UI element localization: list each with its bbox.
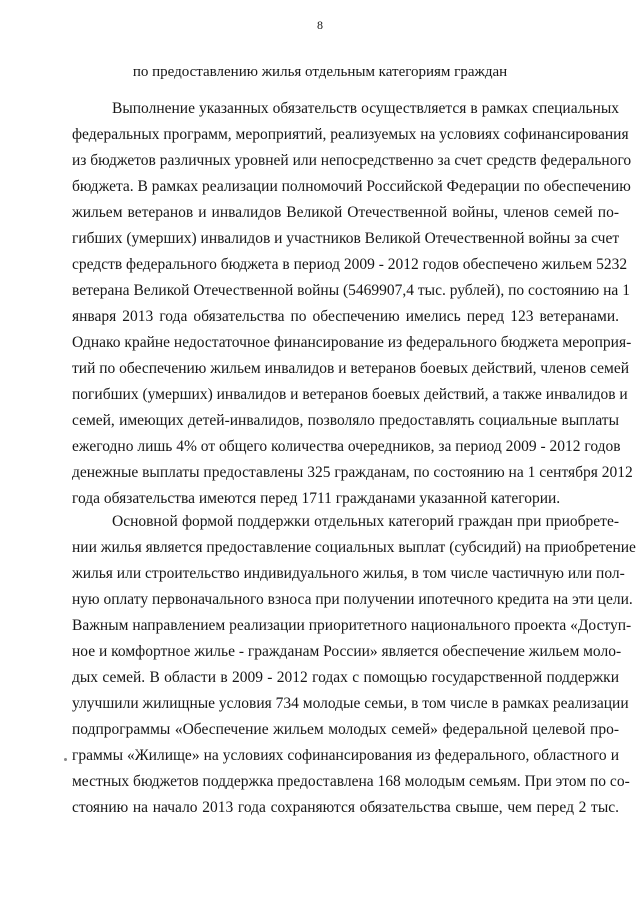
paragraph-line: Однако крайне недостаточное финансирование из федерального бюджета мероприя- [72, 334, 632, 351]
paragraph-line: местных бюджетов поддержка предоставлена 168 молодым семьям. При этом по со- [72, 773, 630, 790]
paragraph-line: денежные выплаты предоставлены 325 гражданам, по состоянию на 1 сентября 2012 [72, 464, 633, 481]
paragraph-line: года обязательства имеются перед 1711 гражданами указанной категории. [72, 490, 561, 507]
paragraph-line: тий по обеспечению жильем инвалидов и ветеранов боевых действий, членов семей [72, 360, 630, 377]
paragraph-line: средств федерального бюджета в период 2009 - 2012 годов обеспечено жильем 5232 [72, 256, 628, 273]
paragraph-line: ветерана Великой Отечественной войны (5469907,4 тыс. рублей), по состоянию на 1 [72, 282, 630, 299]
paragraph-line: подпрограммы «Обеспечение жильем молодых семей» федеральной целевой про- [72, 721, 619, 738]
paragraph-line: жильем ветеранов и инвалидов Великой Отечественной войны, членов семей по- [72, 204, 619, 221]
paragraph-line: жилья или строительство индивидуального жилья, в том числе частичную или пол- [72, 565, 625, 582]
scan-speck [64, 758, 67, 761]
paragraph-2 [72, 509, 636, 821]
paragraph-line: из бюджетов различных уровней или непосредственно за счет средств федерального [72, 152, 632, 169]
paragraph-line: нии жилья является предоставление социальных выплат (субсидий) на приобретение [72, 539, 636, 556]
paragraph-line: ную оплату первоначального взноса при получении ипотечного кредита на эти цели. [72, 591, 633, 608]
paragraph-line: Выполнение указанных обязательств осуществляется в рамках специальных [112, 100, 619, 117]
page-number: 8 [317, 18, 323, 32]
paragraph-line: улучшили жилищные условия 734 молодые семьи, в том числе в рамках реализации [72, 695, 629, 712]
paragraph-line: бюджета. В рамках реализации полномочий Российской Федерации по обеспечению [72, 178, 631, 195]
paragraph-1 [72, 96, 633, 512]
paragraph-line: семей, имеющих детей-инвалидов, позволяло предоставлять социальные выплаты [72, 412, 619, 429]
paragraph-line: гибших (умерших) инвалидов и участников Великой Отечественной войны за счет [72, 230, 620, 247]
paragraph-line: ное и комфортное жилье - гражданам России» является обеспечение жильем моло- [72, 643, 622, 660]
paragraph-line: Основной формой поддержки отдельных категорий граждан при приобрете- [112, 513, 619, 530]
paragraph-line: января 2013 года обязательства по обеспечению имелись перед 123 ветеранами. [72, 308, 619, 325]
paragraph-line: дых семей. В области в 2009 - 2012 годах с помощью государственной поддержки [72, 669, 619, 686]
paragraph-line: стоянию на начало 2013 года сохраняются обязательства свыше, чем перед 2 тыс. [72, 799, 619, 816]
paragraph-line: погибших (умерших) инвалидов и ветеранов боевых действий, а также инвалидов и [72, 386, 628, 403]
paragraph-line: граммы «Жилище» на условиях софинансирования из федерального, областного и [72, 747, 619, 764]
paragraph-line: Важным направлением реализации приоритетного национального проекта «Доступ- [72, 617, 632, 634]
section-heading: по предоставлению жилья отдельным категориям граждан [132, 64, 508, 80]
paragraph-line: федеральных программ, мероприятий, реализуемых на условиях софинансирования [72, 126, 629, 143]
paragraph-line: ежегодно лишь 4% от общего количества очередников, за период 2009 - 2012 годов [72, 438, 621, 455]
